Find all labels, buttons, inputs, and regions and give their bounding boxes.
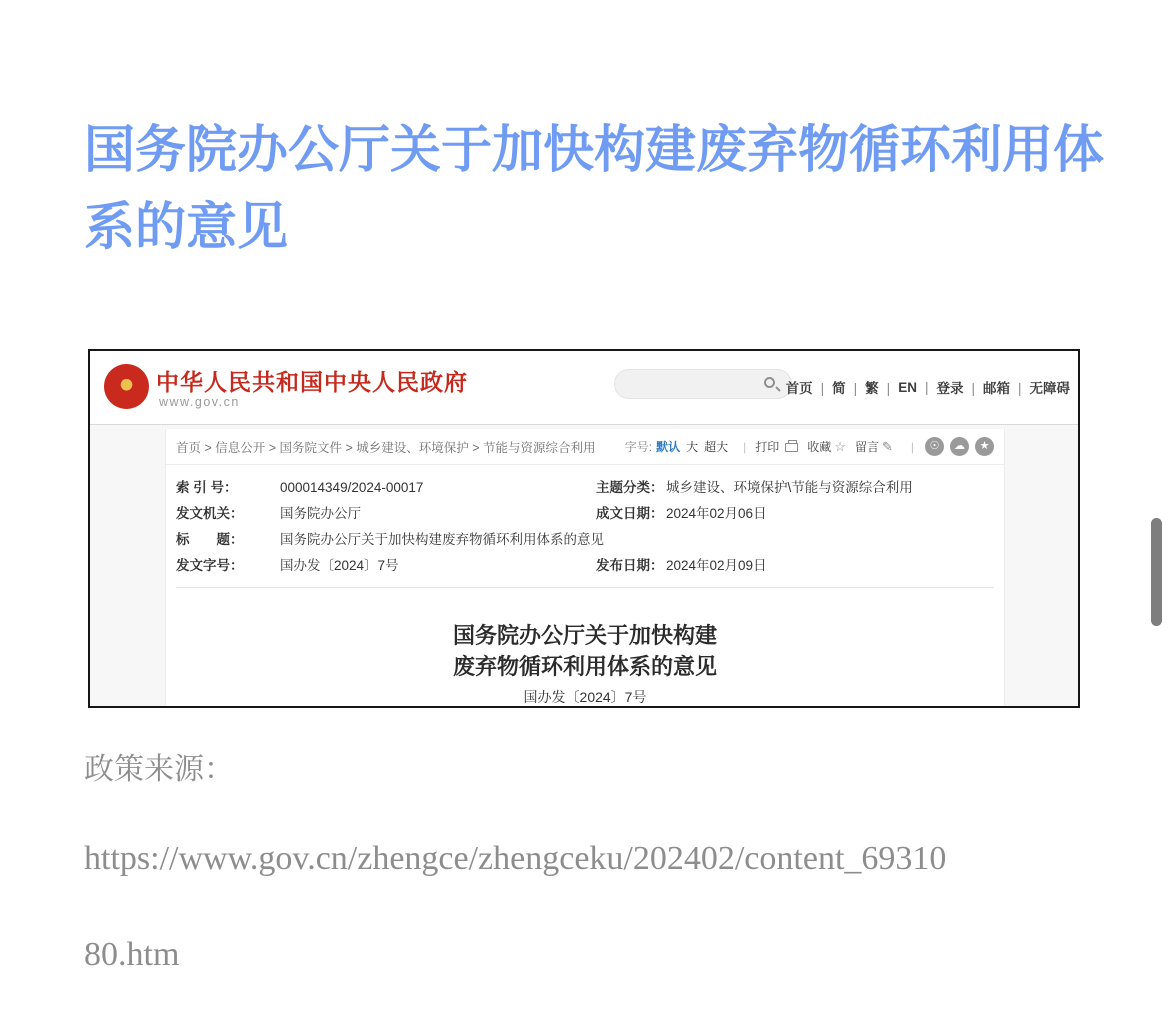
fontsize-label: 字号: — [624, 440, 653, 454]
meta-topic-label: 主题分类： — [596, 480, 664, 495]
meta-agency-label: 发文机关： — [176, 506, 244, 521]
meta-written-date-value: 2024年02月06日 — [666, 506, 767, 521]
meta-agency-value: 国务院办公厅 — [280, 506, 361, 521]
page-title: 国务院办公厅关于加快构建废弃物循环利用体系的意见 — [84, 121, 1105, 255]
share-icon[interactable]: ★ — [975, 437, 994, 456]
source-url-line2: 80.htm — [84, 936, 180, 973]
site-url: www.gov.cn — [159, 395, 240, 409]
page-toolbar — [625, 437, 994, 456]
printer-icon[interactable] — [785, 443, 798, 452]
fontsize-large-button[interactable]: 大 — [686, 440, 699, 454]
search-input[interactable] — [627, 372, 757, 396]
govcn-header — [90, 351, 1078, 424]
meta-title-value: 国务院办公厅关于加快构建废弃物循环利用体系的意见 — [280, 532, 604, 547]
meta-publish-date-label: 发布日期： — [596, 558, 664, 573]
toolbar-divider: | — [743, 439, 747, 454]
meta-written-date-label: 成文日期： — [596, 506, 664, 521]
govcn-screenshot[interactable] — [88, 349, 1080, 708]
top-nav-link[interactable]: 简 | — [832, 377, 865, 397]
meta-topic-value: 城乡建设、环境保护\节能与资源综合利用 — [666, 480, 913, 495]
site-name: 中华人民共和国中央人民政府 — [156, 369, 468, 395]
share-icons — [925, 437, 994, 456]
meta-index-label: 索 引 号： — [176, 480, 238, 495]
meta-publish-date-value: 2024年02月09日 — [666, 558, 767, 573]
scrollbar-thumb[interactable] — [1151, 518, 1162, 626]
breadcrumb-toolbar-row — [166, 429, 1004, 465]
share-icon[interactable]: ☉ — [925, 437, 944, 456]
article-doc-number: 国办发〔2024〕7号 — [523, 689, 647, 705]
top-nav-link[interactable]: 邮箱 | — [983, 377, 1030, 397]
top-nav-link[interactable]: 无障碍 — [1029, 381, 1070, 396]
print-button[interactable]: 打印 — [755, 440, 780, 454]
breadcrumb[interactable]: 首页 > 信息公开 > 国务院文件 > 城乡建设、环境保护 > 节能与资源综合利用 — [176, 440, 596, 455]
source-label: 政策来源： — [84, 753, 234, 786]
govcn-body — [90, 424, 1078, 708]
comment-button[interactable]: 留言 — [854, 440, 879, 454]
fontsize-default-button[interactable]: 默认 — [656, 440, 681, 454]
top-nav-link[interactable]: 首页 | — [786, 377, 833, 397]
meta-title-label: 标 题： — [176, 532, 244, 547]
share-icon[interactable]: ☁ — [950, 437, 969, 456]
meta-index-value: 000014349/2024-00017 — [280, 480, 424, 495]
meta-docnum-label: 发文字号： — [176, 558, 244, 573]
content-column — [165, 429, 1005, 708]
source-url-line1: https://www.gov.cn/zhengce/zhengceku/202402/content_69310 — [84, 840, 947, 877]
top-nav — [786, 377, 1070, 397]
favorite-button[interactable]: 收藏 — [807, 440, 832, 454]
search-icon[interactable] — [764, 377, 775, 388]
top-nav-link[interactable]: 登录 | — [936, 377, 983, 397]
top-nav-link[interactable]: EN | — [898, 380, 936, 395]
search-box[interactable] — [614, 369, 792, 399]
star-icon[interactable]: ☆ — [834, 438, 846, 454]
fontsize-xlarge-button[interactable]: 超大 — [704, 440, 729, 454]
pencil-icon[interactable]: ✎ — [881, 438, 893, 454]
article-title-line1: 国务院办公厅关于加快构建 — [452, 623, 717, 648]
meta-docnum-value: 国办发〔2024〕7号 — [280, 558, 399, 573]
toolbar-divider: | — [910, 439, 914, 454]
article-title-line2: 废弃物循环利用体系的意见 — [452, 654, 717, 679]
top-nav-link[interactable]: 繁 | — [865, 377, 898, 397]
article-title — [166, 620, 1004, 682]
national-emblem-icon — [104, 364, 149, 409]
document-meta — [176, 475, 994, 588]
